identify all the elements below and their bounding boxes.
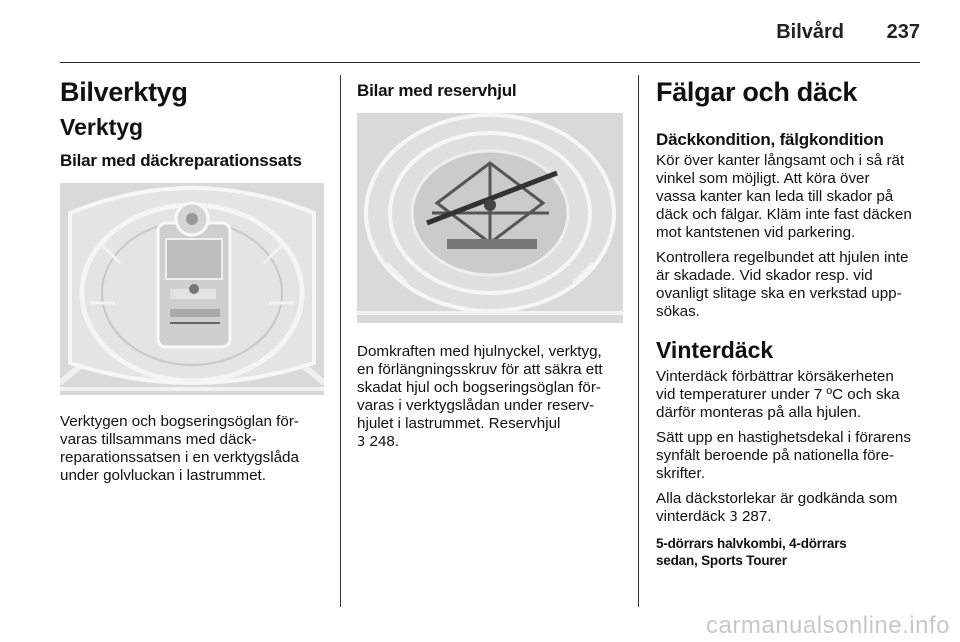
caption-spare-wheel: [357, 343, 623, 452]
column-divider: [638, 75, 639, 607]
reference-arrow-icon: 3: [729, 510, 738, 525]
toolbox-repair-kit-illustration: [60, 183, 324, 395]
caption-repair-kit: Verktygen och bogseringsöglan för- varas tillsammans med däck- reparationssatsen i en verktygslåda under golvluckan i lastrummet.: [60, 413, 299, 484]
page-header: [60, 0, 920, 63]
page-reference-link[interactable]: 248.: [369, 433, 400, 450]
page-reference-link[interactable]: 287.: [741, 508, 772, 525]
section-heading-tire-condition: Däckkondition, fälgkondition: [656, 130, 884, 149]
page-number: 237: [886, 21, 920, 43]
section-title: Verktyg: [60, 114, 144, 140]
column-2: [357, 75, 623, 452]
caption-spare-wheel-text: Domkraften med hjulnyckel, verktyg, en förlängningsskruv för att säkra ett skadat hjul och bogseringsöglan för- varas i verktygslådan under reserv- hjulet i lastrummet. Reservhjul: [357, 343, 603, 432]
chapter-title: Bilverktyg: [60, 77, 188, 107]
column-divider: [340, 75, 341, 607]
subsection-heading: Bilar med reservhjul: [357, 81, 517, 100]
paragraph: Kör över kanter långsamt och i så rät vinkel som möjligt. Att köra över vassa kanter kan leda till skador på däck och fälgar. Kläm inte fast däcken mot kantstenen vid parkering.: [656, 152, 912, 241]
column-3: [656, 75, 922, 569]
section-heading-winter-tires: Vinterdäck: [656, 337, 774, 363]
paragraph: Vinterdäck förbättrar körsäkerheten vid temperaturer under 7 ºC och ska därför monteras på alla hjulen.: [656, 368, 900, 421]
paragraph: Kontrollera regelbundet att hjulen inte är skadade. Vid skador resp. vid ovanligt slitage ska en verkstad upp- sökas.: [656, 249, 909, 320]
reference-arrow-icon: 3: [357, 435, 366, 450]
watermark: carmanualsonline.info: [706, 612, 950, 639]
paragraph: Sätt upp en hastighetsdekal i förarens synfält beroende på nationella före- skrifter.: [656, 429, 911, 482]
subheading-body-types: 5-dörrars halvkombi, 4-dörrars sedan, Sports Tourer: [656, 536, 847, 568]
chapter-title: Fälgar och däck: [656, 77, 858, 107]
subsection-heading: Bilar med däckreparationssats: [60, 151, 302, 170]
paragraph-text: Alla däckstorlekar är godkända som vinterdäck: [656, 490, 898, 525]
paragraph: [656, 490, 922, 527]
section-name: Bilvård: [776, 21, 844, 43]
column-1: [60, 75, 324, 485]
spare-wheel-jack-illustration: [357, 113, 623, 323]
